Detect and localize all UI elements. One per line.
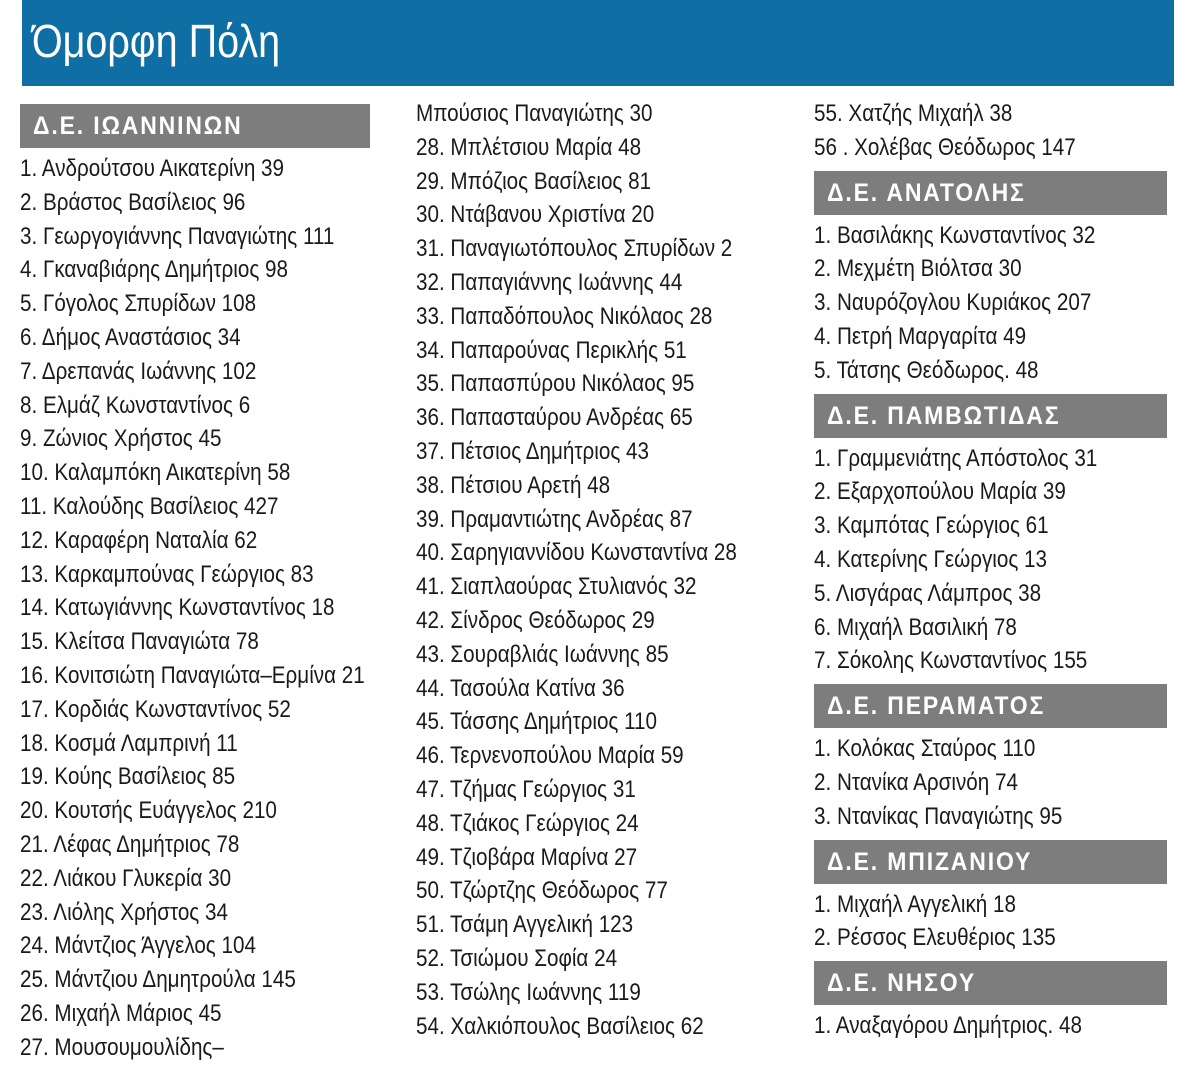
candidate-entry: 3. Ντανίκας Παναγιώτης 95 [814,802,1063,830]
candidate-entry: 6. Δήμος Αναστάσιος 34 [20,323,241,351]
candidate-entry: 1. Βασιλάκης Κωνσταντίνος 32 [814,221,1096,249]
candidate-entry: 1. Ανδρούτσου Αικατερίνη 39 [20,155,285,182]
candidate-entry: 41. Σιαπλαούρας Στυλιανός 32 [416,573,697,601]
candidate-entry: 12. Καραφέρη Ναταλία 62 [20,526,258,554]
section-heading [814,684,1167,728]
candidate-entry: 54. Χαλκιόπουλος Βασίλειος 62 [416,1012,704,1040]
page-title: Όμορφη Πόλη [32,15,281,67]
candidate-entry: Μπούσιος Παναγιώτης 30 [416,100,653,127]
section-heading [20,104,370,148]
candidate-entry: 32. Παπαγιάννης Ιωάννης 44 [416,268,683,296]
candidate-entry: 52. Τσιώμου Σοφία 24 [416,944,618,972]
candidate-entry: 3. Ναυρόζογλου Κυριάκος 207 [814,289,1092,317]
column-2 [416,97,796,1043]
section-heading [814,840,1167,884]
candidate-entry: 7. Δρεπανάς Ιωάννης 102 [20,357,257,385]
candidate-entry: 19. Κούης Βασίλειος 85 [20,763,236,791]
candidate-entry: 42. Σίνδρος Θεόδωρος 29 [416,606,655,634]
column-1 [20,97,400,1065]
candidate-entry: 1. Κολόκας Σταύρος 110 [814,735,1036,763]
candidate-entry: 15. Κλείτσα Παναγιώτα 78 [20,628,259,656]
candidate-entry: 40. Σαρηγιαννίδου Κωνσταντίνα 28 [416,539,737,567]
candidate-entry: 53. Τσώλης Ιωάννης 119 [416,978,641,1006]
candidate-entry: 36. Παπασταύρου Ανδρέας 65 [416,404,693,432]
candidate-entry: 9. Ζώνιος Χρήστος 45 [20,425,222,453]
section-heading-label: Δ.Ε. ΙΩΑΝΝΙΝΩΝ [33,112,243,140]
candidate-entry: 20. Κουτσής Ευάγγελος 210 [20,797,277,825]
candidate-entry: 49. Τζιοβάρα Μαρίνα 27 [416,843,638,871]
candidate-entry: 23. Λιόλης Χρήστος 34 [20,898,228,926]
candidate-entry: 3. Γεωργογιάννης Παναγιώτης 111 [20,222,335,250]
title-banner [22,0,1174,86]
candidate-entry: 5. Λισγάρας Λάμπρος 38 [814,579,1042,607]
candidate-entry: 6. Μιχαήλ Βασιλική 78 [814,613,1017,641]
candidate-entry: 50. Τζώρτζης Θεόδωρος 77 [416,877,668,905]
candidate-entry: 29. Μπόζιος Βασίλειος 81 [416,167,652,195]
column-3 [814,97,1184,1043]
candidate-entry: 16. Κονιτσιώτη Παναγιώτα–Ερμίνα 21 [20,661,365,689]
candidate-entry: 47. Τζήμας Γεώργιος 31 [416,775,636,803]
section-heading [814,171,1167,215]
candidate-entry: 27. Μουσουμουλίδης– [20,1033,224,1061]
candidate-entry: 22. Λιάκου Γλυκερία 30 [20,864,232,892]
candidate-entry: 18. Κοσμά Λαμπρινή 11 [20,729,238,757]
candidate-entry: 5. Γόγολος Σπυρίδων 108 [20,290,257,318]
candidate-entry: 2. Βράστος Βασίλειος 96 [20,188,246,216]
candidate-entry: 2. Μεχμέτη Βιόλτσα 30 [814,255,1022,283]
candidate-entry: 14. Κατωγιάννης Κωνσταντίνος 18 [20,594,335,622]
candidate-entry: 28. Μπλέτσιου Μαρία 48 [416,133,642,161]
candidate-entry: 39. Πραμαντιώτης Ανδρέας 87 [416,505,693,533]
candidate-entry: 31. Παναγιωτόπουλος Σπυρίδων 2 [416,235,733,263]
candidate-entry: 3. Καμπότας Γεώργιος 61 [814,512,1049,540]
candidate-entry: 8. Ελμάζ Κωνσταντίνος 6 [20,391,251,419]
candidate-entry: 56 . Χολέβας Θεόδωρος 147 [814,133,1076,161]
candidate-entry: 1. Μιχαήλ Αγγελική 18 [814,890,1016,918]
candidate-entry: 33. Παπαδόπουλος Νικόλαος 28 [416,302,713,330]
section-heading-label: Δ.Ε. ΠΑΜΒΩΤΙΔΑΣ [827,401,1061,430]
section-heading-label: Δ.Ε. ΠΕΡΑΜΑΤΟΣ [827,692,1046,721]
candidate-entry: 21. Λέφας Δημήτριος 78 [20,830,240,858]
candidate-entry: 1. Αναξαγόρου Δημήτριος. 48 [814,1012,1082,1040]
candidate-entry: 46. Τερνενοπούλου Μαρία 59 [416,742,684,770]
candidate-entry: 5. Τάτσης Θεόδωρος. 48 [814,356,1039,384]
section-heading [814,961,1167,1005]
candidate-entry: 4. Γκαναβιάρης Δημήτριος 98 [20,256,288,284]
candidate-entry: 30. Ντάβανου Χριστίνα 20 [416,201,655,229]
candidate-entry: 13. Καρκαμπούνας Γεώργιος 83 [20,560,314,588]
candidate-entry: 55. Χατζής Μιχαήλ 38 [814,100,1013,127]
candidate-entry: 4. Πετρή Μαργαρίτα 49 [814,322,1027,350]
candidate-entry: 11. Καλούδης Βασίλειος 427 [20,492,279,520]
section-heading-label: Δ.Ε. ΝΗΣΟΥ [827,969,977,998]
candidate-entry: 38. Πέτσιου Αρετή 48 [416,471,611,499]
candidate-entry: 2. Εξαρχοπούλου Μαρία 39 [814,478,1066,506]
candidate-entry: 43. Σουραβλιάς Ιωάννης 85 [416,640,669,668]
candidate-entry: 25. Μάντζιου Δημητρούλα 145 [20,966,296,994]
section-heading-label: Δ.Ε. ΜΠΙΖΑΝΙΟΥ [827,847,1033,876]
candidate-entry: 37. Πέτσιος Δημήτριος 43 [416,437,649,465]
section-heading-label: Δ.Ε. ΑΝΑΤΟΛΗΣ [827,178,1026,207]
candidate-entry: 10. Καλαμπόκη Αικατερίνη 58 [20,459,291,487]
candidate-entry: 45. Τάσσης Δημήτριος 110 [416,708,658,736]
candidate-entry: 51. Τσάμη Αγγελική 123 [416,911,634,939]
candidate-entry: 24. Μάντζιος Άγγελος 104 [20,932,256,960]
candidate-entry: 7. Σόκολης Κωνσταντίνος 155 [814,647,1088,675]
candidate-entry: 1. Γραμμενιάτης Απόστολος 31 [814,444,1098,472]
candidate-entry: 2. Ρέσσος Ελευθέριος 135 [814,924,1056,952]
candidate-entry: 17. Κορδιάς Κωνσταντίνος 52 [20,695,291,723]
candidate-entry: 2. Ντανίκα Αρσινόη 74 [814,768,1018,796]
candidate-entry: 26. Μιχαήλ Μάριος 45 [20,999,222,1027]
candidate-entry: 44. Τασούλα Κατίνα 36 [416,674,625,702]
candidate-entry: 48. Τζιάκος Γεώργιος 24 [416,809,639,837]
candidate-entry: 34. Παπαρούνας Περικλής 51 [416,336,687,364]
candidate-entry: 35. Παπασπύρου Νικόλαος 95 [416,370,695,398]
section-heading [814,394,1167,438]
candidate-entry: 4. Κατερίνης Γεώργιος 13 [814,545,1048,573]
